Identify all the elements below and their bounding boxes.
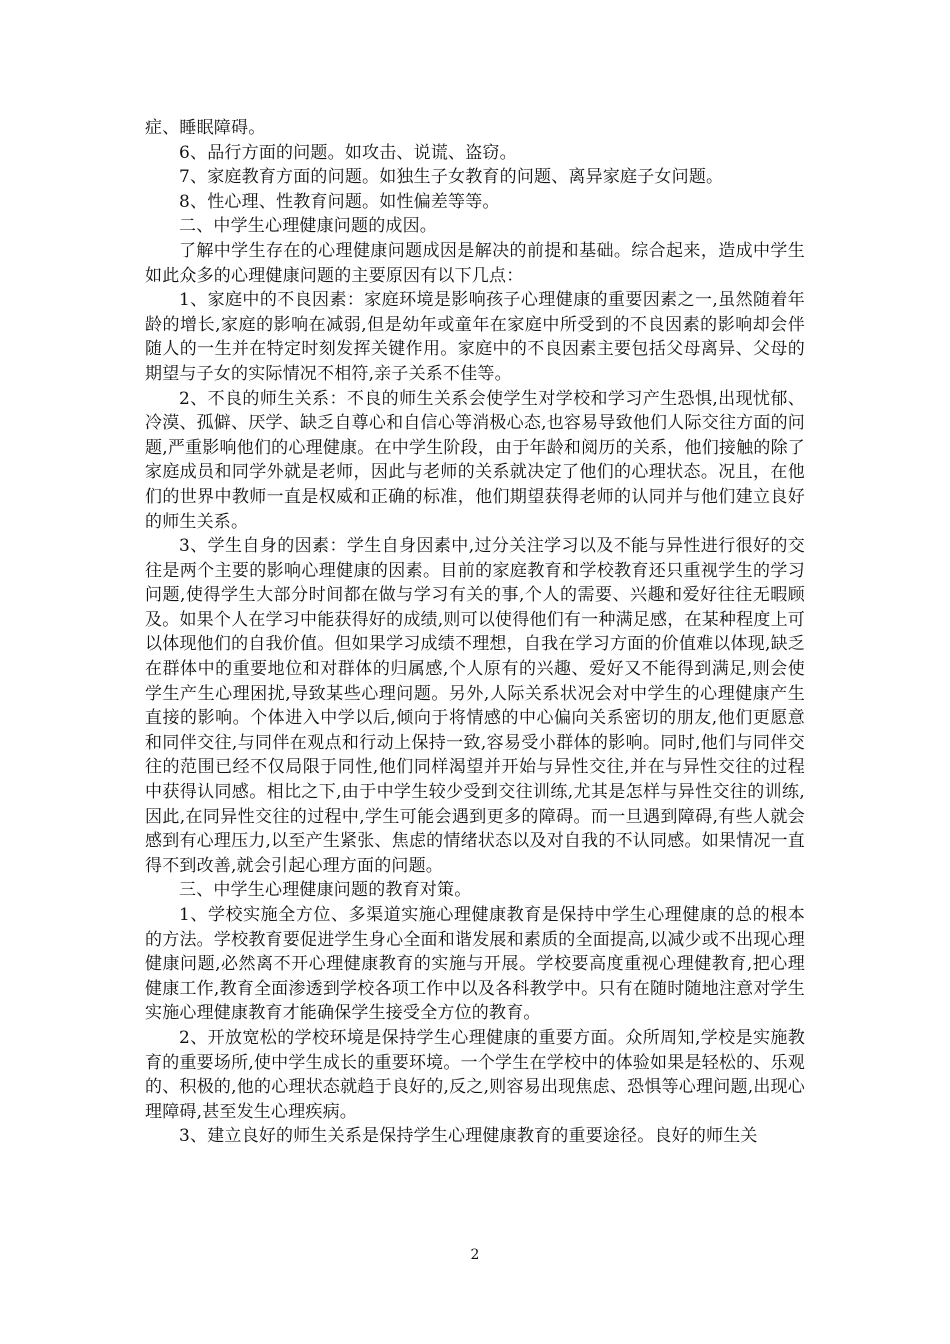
document-body [145,116,805,1149]
paragraph: 6、品行方面的问题。如攻击、说谎、盗窃。 [179,142,517,163]
paragraph: 1、学校实施全方位、多渠道实施心理健康教育是保持中学生心理健康的总的根本的方法。学校教育要促进学生身心全面和谐发展和素质的全面提高,以减少或不出现心理健康问题,必然离不开心理健康教育的实施与开展。学校要高度重视心理健教育,把心理健康工作,教育全面渗透到学校各项工作中以及各科教学中。只有在随时随地注意对学生实施心理健康教育才能确保学生接受全方位的教育。 [145,905,805,1024]
paragraph: 8、性心理、性教育问题。如性偏差等等。 [179,191,500,212]
section-heading: 三、中学生心理健康问题的教育对策。 [179,880,472,901]
paragraph: 2、开放宽松的学校环境是保持学生心理健康的重要方面。众所周知,学校是实施教育的重要场所,使中学生成长的重要环境。一个学生在学校中的体验如果是轻松的、乐观的、积极的,他的心理状态就趋于良好的,反之,则容易出现焦虑、恐惧等心理问题,出现心理障碍,甚至发生心理疾病。 [145,1027,805,1122]
section-heading: 二、中学生心理健康问题的成因。 [179,216,437,237]
paragraph: 了解中学生存在的心理健康问题成因是解决的前提和基础。综合起来，造成中学生如此众多的心理健康问题的主要原因有以下几点： [145,240,805,286]
paragraph: 症、睡眠障碍。 [145,118,266,138]
paragraph: 3、学生自身的因素：学生自身因素中,过分关注学习以及不能与异性进行很好的交往是两个主要的影响心理健康的因素。目前的家庭教育和学校教育还只重视学生的学习问题,使得学生大部分时间都在做与学习有关的事,个人的需要、兴趣和爱好往往无暇顾及。如果个人在学习中能获得好的成绩,则可以使得他们有一种满足感，在某种程度上可以体现他们的自我价值。但如果学习成绩不理想，自我在学习方面的价值难以体现,缺乏在群体中的重要地位和对群体的归属感,个人原有的兴趣、爱好又不能得到满足,则会使学生产生心理困扰,导致某些心理问题。另外,人际关系状况会对中学生的心理健康产生直接的影响。个体进入中学以后,倾向于将情感的中心偏向关系密切的朋友,他们更愿意和同伴交往,与同伴在观点和行动上保持一致,容易受小群体的影响。同时,他们与同伴交往的范围已经不仅局限于同性,他们同样渴望并开始与异性交往,并在与异性交往的过程中获得认同感。相比之下,由于中学生较少受到交往训练,尤其是怎样与异性交往的训练,因此,在同异性交往的过程中,学生可能会遇到更多的障碍。而一旦遇到障碍,有些人就会感到有心理压力,以至产生紧张、焦虑的情绪状态以及对自我的不认同感。如果情况一直得不到改善,就会引起心理方面的问题。 [145,536,805,876]
paragraph: 1、家庭中的不良因素：家庭环境是影响孩子心理健康的重要因素之一,虽然随着年龄的增长,家庭的影响在减弱,但是幼年或童年在家庭中所受到的不良因素的影响却会伴随人的一生并在特定时刻发挥关键作用。家庭中的不良因素主要包括父母离异、父母的期望与子女的实际情况不相符,亲子关系不佳等。 [145,290,805,384]
page-number: 2 [470,1247,480,1263]
paragraph: 2、不良的师生关系：不良的师生关系会使学生对学校和学习产生恐惧,出现忧郁、冷漠、孤僻、厌学、缺乏自尊心和自信心等消极心态,也容易导致他们人际交往方面的问题,严重影响他们的心理健康。在中学生阶段，由于年龄和阅历的关系，他们接触的除了家庭成员和同学外就是老师，因此与老师的关系就决定了他们的心理状态。况且，在他们的世界中教师一直是权威和正确的标准，他们期望获得老师的认同并与他们建立良好的师生关系。 [145,388,805,532]
paragraph: 3、建立良好的师生关系是保持学生心理健康教育的重要途径。良好的师生关 [179,1126,758,1147]
paragraph: 7、家庭教育方面的问题。如独生子女教育的问题、离异家庭子女问题。 [179,167,724,188]
